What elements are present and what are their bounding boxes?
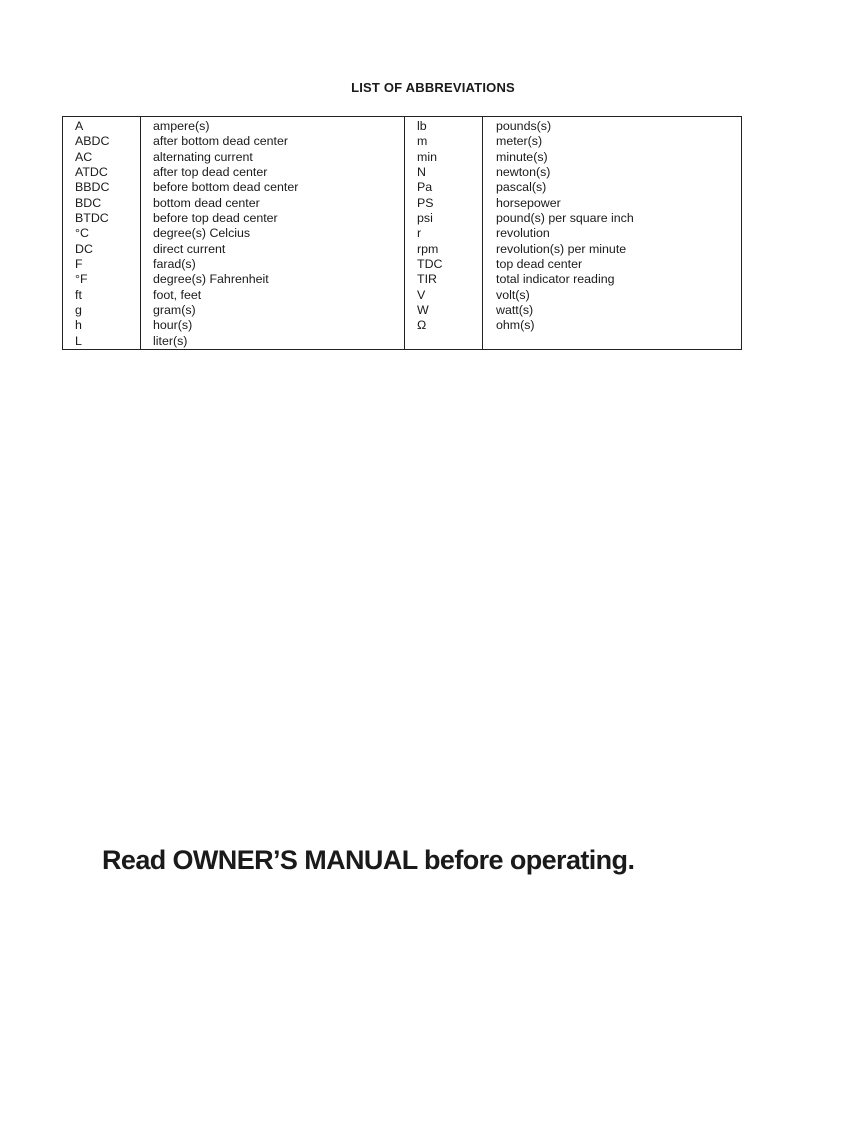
meaning-cell: total indicator reading <box>496 272 615 287</box>
meaning-cell: volt(s) <box>496 287 530 302</box>
abbreviations-table <box>62 116 742 350</box>
meaning-cell: liter(s) <box>153 333 188 348</box>
abbreviation-cell: h <box>75 318 82 333</box>
meaning-cell: degree(s) Celcius <box>153 226 251 241</box>
meaning-cell: meter(s) <box>496 134 543 149</box>
abbreviation-cell: ft <box>75 287 82 302</box>
abbreviation-cell: ATDC <box>75 165 108 180</box>
right-meaning-column <box>483 117 741 349</box>
meaning-cell: farad(s) <box>153 257 196 272</box>
abbreviation-cell: DC <box>75 241 93 256</box>
abbreviation-cell: rpm <box>417 241 439 256</box>
abbreviation-cell: °F <box>75 272 88 287</box>
meaning-cell: foot, feet <box>153 287 202 302</box>
abbreviation-cell: W <box>417 303 429 318</box>
meaning-cell: gram(s) <box>153 303 196 318</box>
abbreviation-cell: L <box>75 333 82 348</box>
abbreviation-cell: F <box>75 257 83 272</box>
meaning-cell: ampere(s) <box>153 119 210 133</box>
abbreviation-cell: A <box>75 119 84 133</box>
meaning-cell: degree(s) Fahrenheit <box>153 272 269 287</box>
meaning-cell: direct current <box>153 241 226 256</box>
abbreviation-cell: ABDC <box>75 134 110 149</box>
abbreviation-cell: Ω <box>417 318 427 333</box>
abbreviation-cell: min <box>417 149 437 164</box>
meaning-cell: revolution(s) per minute <box>496 241 627 256</box>
abbreviation-cell: N <box>417 165 426 180</box>
meaning-cell: after top dead center <box>153 165 268 180</box>
abbreviation-cell: BTDC <box>75 211 109 226</box>
abbreviation-cell: r <box>417 226 422 241</box>
left-abbreviation-column <box>63 117 141 349</box>
right-abbreviation-column <box>405 117 483 349</box>
meaning-cell: bottom dead center <box>153 195 260 210</box>
meaning-cell: hour(s) <box>153 318 193 333</box>
abbreviation-cell: Pa <box>417 180 433 195</box>
abbreviation-cell: PS <box>417 195 434 210</box>
meaning-cell: watt(s) <box>496 303 534 318</box>
meaning-cell: before bottom dead center <box>153 180 299 195</box>
abbreviation-cell: g <box>75 303 82 318</box>
meaning-cell: before top dead center <box>153 211 278 226</box>
meaning-cell: revolution <box>496 226 550 241</box>
meaning-cell: pound(s) per square inch <box>496 211 634 226</box>
abbreviation-cell: AC <box>75 149 93 164</box>
abbreviation-cell: BDC <box>75 195 102 210</box>
meaning-cell: newton(s) <box>496 165 551 180</box>
left-meaning-column <box>141 117 405 349</box>
abbreviation-cell: °C <box>75 226 89 241</box>
abbreviation-cell: TDC <box>417 257 443 272</box>
meaning-cell: after bottom dead center <box>153 134 289 149</box>
owners-manual-notice: Read OWNER’S MANUAL before operating. <box>102 845 635 875</box>
page-title: LIST OF ABBREVIATIONS <box>351 80 515 95</box>
meaning-cell: minute(s) <box>496 149 548 164</box>
abbreviation-cell: psi <box>417 211 433 226</box>
meaning-cell: horsepower <box>496 195 561 210</box>
abbreviation-cell: lb <box>417 119 427 133</box>
abbreviation-cell: m <box>417 134 428 149</box>
meaning-cell: ohm(s) <box>496 318 535 333</box>
abbreviation-cell: BBDC <box>75 180 110 195</box>
meaning-cell: alternating current <box>153 149 253 164</box>
abbreviation-cell: V <box>417 287 426 302</box>
meaning-cell: top dead center <box>496 257 583 272</box>
meaning-cell: pascal(s) <box>496 180 547 195</box>
meaning-cell: pounds(s) <box>496 119 552 133</box>
abbreviation-cell: TIR <box>417 272 437 287</box>
